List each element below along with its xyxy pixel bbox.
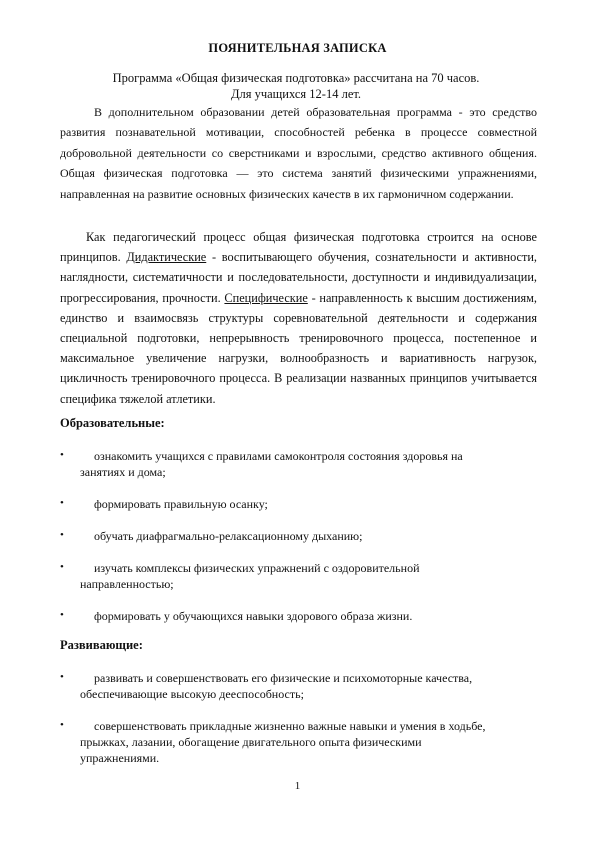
list-item-text: обучать диафрагмально-релаксационному дыханию; bbox=[94, 529, 363, 543]
section-heading-developing: Развивающие: bbox=[60, 638, 143, 652]
list-item-text-cont: обеспечивающие высокую дееспособность; bbox=[80, 687, 304, 701]
subtitle-line-1: Программа «Общая физическая подготовка» рассчитана на 70 часов. bbox=[112, 71, 480, 85]
bullet-icon: • bbox=[60, 449, 64, 461]
list-item-text-cont: упражнениями. bbox=[80, 751, 160, 765]
term-didactic: Дидактические bbox=[126, 250, 207, 265]
term-specific: Специфические bbox=[224, 290, 308, 305]
principles-text-3: - направленность к высшим достижениям, единство и взаимосвязь структуры соревновательной деятельности и содержания специальной подготовки, непрерывность тренировочного процесса, постепенное и максимальное увеличение нагрузки, волнообразность и вариативность нагрузок, цикличность тренировочного процесса. В реализации названных принципов учитывается специфика тяжелой атлетики. bbox=[60, 290, 537, 406]
bullet-icon: • bbox=[60, 529, 64, 541]
principles-paragraph bbox=[60, 227, 537, 409]
bullet-icon: • bbox=[60, 609, 64, 621]
principles-text-2: - воспитывающего обучения, сознательности и активности, наглядности, систематичности и последовательности, доступности и индивидуализации, прогрессирования, прочности. bbox=[60, 250, 538, 305]
intro-paragraph bbox=[60, 102, 537, 204]
list-item-text-cont: занятиях и дома; bbox=[80, 465, 166, 479]
bullet-icon: • bbox=[60, 719, 64, 731]
list-item-text-cont: прыжках, лазании, обогащение двигательного опыта физическими bbox=[80, 735, 422, 749]
list-item-text-cont: направленностью; bbox=[80, 577, 174, 591]
list-item-text: формировать у обучающихся навыки здорового образа жизни. bbox=[94, 609, 413, 623]
document-subtitle bbox=[60, 70, 532, 102]
intro-paragraph-text: В дополнительном образовании детей образовательная программа - это средство развития познавательной мотивации, способностей ребенка в процессе совместной добровольной деятельности со сверстниками и взрослыми, средство активного общения. Общая физическая подготовка — это система занятий физическими упражнениями, направленная на развитие основных физических качеств в их гармоничном содержании. bbox=[60, 105, 537, 201]
bullet-icon: • bbox=[60, 671, 64, 683]
list-item-text: развивать и совершенствовать его физические и психомоторные качества, bbox=[94, 671, 473, 685]
list-item-text: ознакомить учащихся с правилами самоконтроля состояния здоровья на bbox=[94, 449, 463, 463]
list-item-text: изучать комплексы физических упражнений с оздоровительной bbox=[94, 561, 420, 575]
principles-text-1: Как педагогический процесс общая физическая подготовка строится на основе принципов. bbox=[60, 230, 537, 265]
subtitle-line-2: Для учащихся 12-14 лет. bbox=[230, 87, 362, 101]
bullet-icon: • bbox=[60, 561, 64, 573]
page-number: 1 bbox=[294, 780, 301, 792]
section-heading-educational: Образовательные: bbox=[60, 416, 165, 430]
document-title: ПОЯНИТЕЛЬНАЯ ЗАПИСКА bbox=[208, 41, 387, 55]
bullet-icon: • bbox=[60, 497, 64, 509]
list-item-text: формировать правильную осанку; bbox=[94, 497, 268, 511]
list-item-text: совершенствовать прикладные жизненно важные навыки и умения в ходьбе, bbox=[94, 719, 486, 733]
